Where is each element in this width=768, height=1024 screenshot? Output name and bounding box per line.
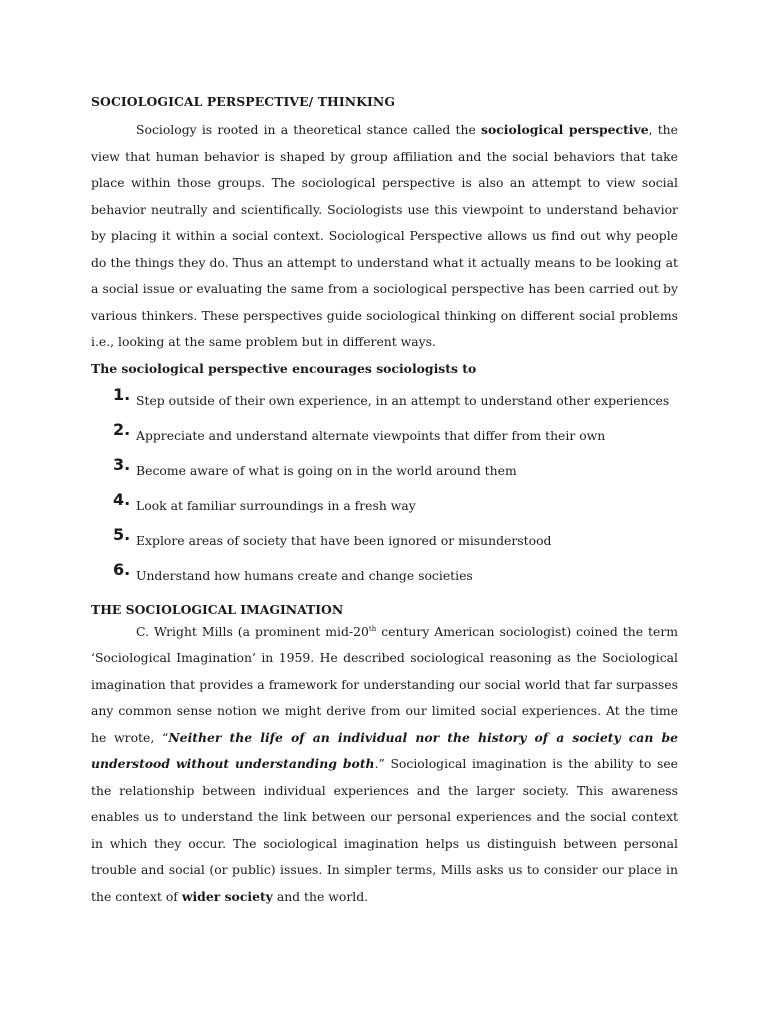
list-item [91, 421, 678, 456]
list-number: 2. [113, 419, 131, 439]
paragraph-text: , the view that human behavior is shaped by group affiliation and the social behaviors that take place within those groups. The sociological perspective is also an attempt to view social behavior neutrally and scientifically. Sociologists use this viewpoint to understand behavior by placing it within a social context. Sociological Perspective allows us find out why people do the things they do. Thus an attempt to understand what it actually means to be looking at a social issue or evaluating the same from a sociological perspective has been carried out by various thinkers. These perspectives guide sociological thinking on different social problems i.e., looking at the same problem but in different ways. [91, 122, 678, 349]
paragraph-text: century American sociologist) coined the term ‘Sociological Imagination’ in 1959. He described sociological reasoning as the Sociological imagination that provides a framework for understanding our social world that far surpasses any common sense notion we might derive from our limited social experiences. At the time he wrote, “ [91, 623, 678, 745]
paragraph-text: Sociology is rooted in a theoretical stance called the [136, 122, 481, 137]
paragraph-sociological-perspective [91, 117, 678, 356]
list-number: 5. [113, 525, 131, 545]
paragraph-text: .” Sociological imagination is the ability to see the relationship between individual experiences and the larger society. This awareness enables us to understand the link between our personal experiences and the social context in which they occur. The sociological imagination helps us distinguish between personal trouble and social (or public) issues. In simpler terms, Mills asks us to consider our place in the context of [91, 756, 678, 904]
list-heading: The sociological perspective encourages sociologists to [91, 360, 477, 376]
list-item [91, 456, 678, 491]
list-item [91, 386, 678, 421]
document-page [91, 93, 678, 910]
paragraph-text: C. Wright Mills (a prominent mid-20 [136, 623, 369, 639]
paragraph-text: and the world. [272, 888, 369, 904]
list-item-text: Become aware of what is going on in the world around them [136, 462, 517, 478]
bold-term-wider-society: wider society [181, 888, 273, 904]
list-number: 6. [113, 560, 131, 580]
list-item-text: Step outside of their own experience, in an attempt to understand other experiences [136, 392, 670, 408]
list-number: 1. [113, 384, 131, 404]
list-item-text: Look at familiar surroundings in a fresh way [136, 498, 416, 514]
mills-quote: Neither the life of an individual nor the history of a society can be understood without understanding both [91, 729, 678, 772]
superscript-th: th [368, 624, 377, 633]
numbered-list [91, 386, 678, 597]
list-number: 3. [113, 454, 131, 474]
list-item [91, 491, 678, 526]
list-item-text: Explore areas of society that have been ignored or misunderstood [136, 533, 552, 549]
list-item-text: Appreciate and understand alternate viewpoints that differ from their own [136, 427, 606, 443]
list-item [91, 526, 678, 561]
list-item [91, 561, 678, 596]
paragraph-sociological-imagination [91, 619, 678, 911]
bold-term-sociological-perspective: sociological perspective [481, 122, 649, 137]
section-heading-sociological-imagination: THE SOCIOLOGICAL IMAGINATION [91, 601, 344, 617]
section-heading-sociological-perspective: SOCIOLOGICAL PERSPECTIVE/ THINKING [91, 94, 396, 109]
list-number: 4. [113, 490, 131, 510]
list-item-text: Understand how humans create and change societies [136, 568, 473, 584]
